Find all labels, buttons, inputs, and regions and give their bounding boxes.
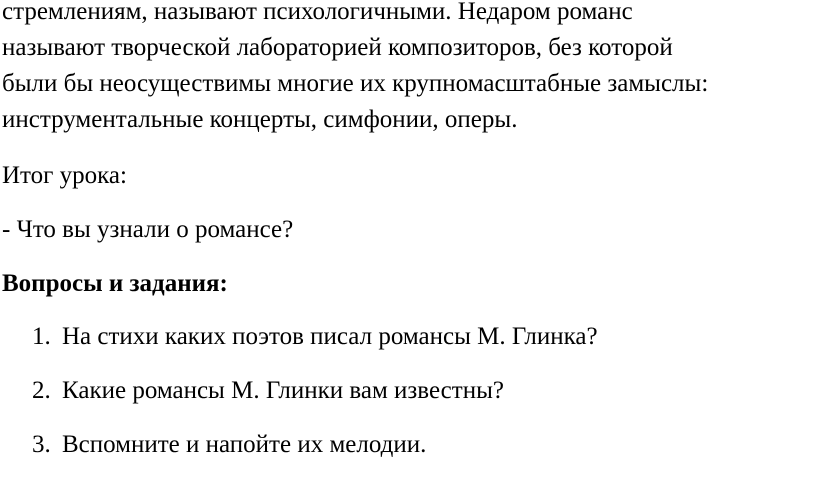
lesson-summary-label: Итог урока:: [2, 162, 127, 189]
question-text: Какие романсы М. Глинки вам известны?: [62, 377, 504, 404]
intro-line: стремлениям, называют психологичными. Недаром романс: [2, 0, 633, 25]
intro-line: называют творческой лабораторией композиторов, без которой: [2, 34, 673, 61]
lesson-summary-question: - Что вы узнали о романсе?: [2, 216, 294, 243]
intro-paragraph: [2, 0, 808, 138]
question-text: На стихи каких поэтов писал романсы М. Глинка?: [62, 323, 598, 350]
question-number: 3.: [32, 431, 51, 458]
tasks-heading: Вопросы и задания:: [2, 270, 228, 297]
intro-line: были бы неосуществимы многие их крупномасштабные замыслы:: [2, 70, 709, 97]
question-text: Вспомните и напойте их мелодии.: [62, 431, 427, 458]
intro-line: инструментальные концерты, симфонии, оперы.: [2, 106, 518, 133]
question-number: 1.: [32, 323, 51, 350]
questions-list: [2, 319, 808, 463]
question-item: [2, 319, 808, 355]
question-item: [2, 373, 808, 409]
question-number: 2.: [32, 377, 51, 404]
question-item: [2, 427, 808, 463]
